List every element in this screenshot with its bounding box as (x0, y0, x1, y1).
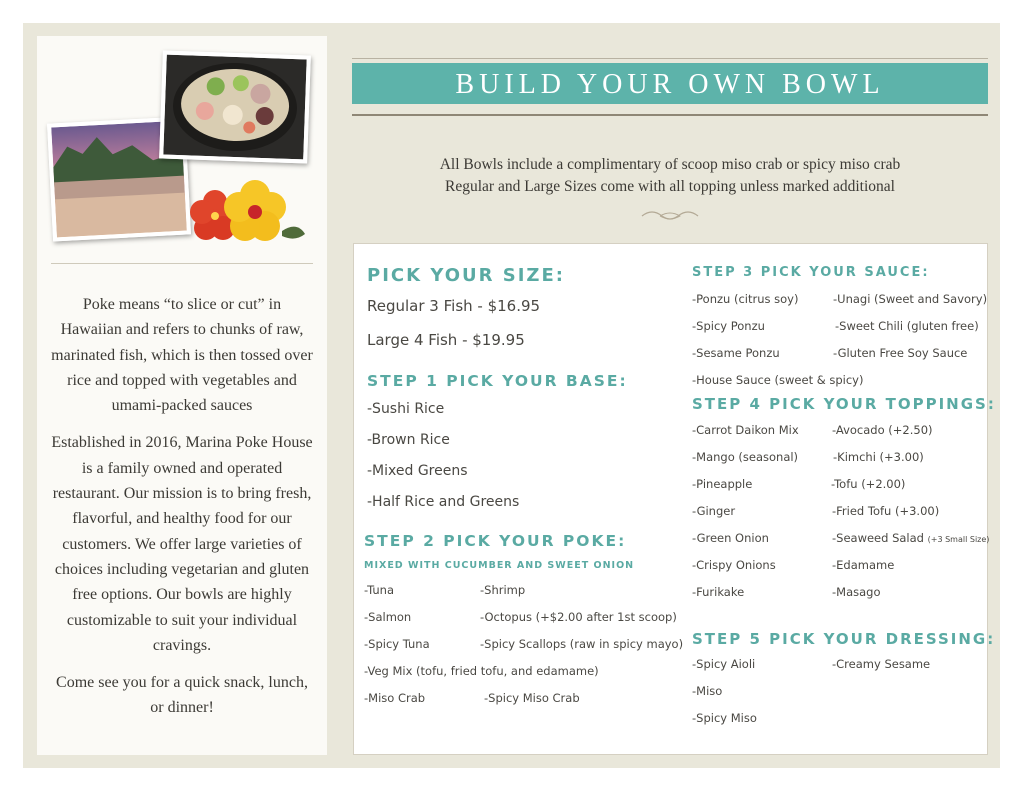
poke-item: -Spicy Miso Crab (484, 691, 580, 705)
size-heading: PICK YOUR SIZE: (367, 265, 565, 286)
intro-line-1: All Bowls include a complimentary of scoop miso crab or spicy miso crab (439, 156, 901, 173)
topping-item: -Kimchi (+3.00) (833, 450, 924, 464)
poke-item: -Octopus (+$2.00 after 1st scoop) (480, 610, 677, 624)
header-rule-bottom (352, 114, 988, 116)
topping-item: -Edamame (832, 558, 895, 572)
topping-item: -Avocado (+2.50) (832, 423, 933, 437)
sauce-item: -Sesame Ponzu (692, 346, 780, 360)
poke-item: -Miso Crab (364, 691, 426, 705)
poke-item: -Shrimp (480, 583, 526, 597)
page-title: BUILD YOUR OWN BOWL (352, 63, 988, 104)
topping-item: -Furikake (692, 585, 745, 599)
poke-item: -Spicy Scallops (raw in spicy mayo) (480, 637, 684, 651)
size-item: Regular 3 Fish - $16.95 (367, 297, 541, 315)
about-panel (37, 36, 327, 755)
toppings-heading: STEP 4 PICK YOUR TOPPINGS: (692, 395, 996, 413)
dressing-item: -Miso (692, 684, 723, 698)
seaweed-note: (+3 Small Size) (927, 535, 990, 544)
base-heading: STEP 1 PICK YOUR BASE: (367, 372, 628, 390)
sauce-heading: STEP 3 PICK YOUR SAUCE: (692, 265, 930, 280)
base-item: -Mixed Greens (367, 463, 468, 479)
topping-item: -Green Onion (692, 531, 769, 545)
topping-item: -Fried Tofu (+3.00) (832, 504, 940, 518)
header-rule-top (352, 58, 988, 59)
base-item: -Sushi Rice (367, 401, 445, 417)
dressing-item: -Spicy Aioli (692, 657, 756, 671)
poke-item: -Salmon (364, 610, 412, 624)
topping-item: -Tofu (+2.00) (831, 477, 906, 491)
menu-box (353, 243, 996, 755)
topping-item: -Seaweed Salad (832, 531, 924, 545)
sauce-item: -Unagi (Sweet and Savory) (833, 292, 988, 306)
flourish-icon (640, 206, 700, 226)
poke-item: -Spicy Tuna (364, 637, 430, 651)
about-paragraph-3: Come see you for a quick snack, lunch, or dinner! (56, 674, 308, 717)
about-paragraph-1: Poke means “to slice or cut” in Hawaiian and refers to chunks of raw, marinated fish, which is then tossed over rice and topped with vegetables and umami-packed sauces (51, 296, 313, 415)
topping-item: -Pineapple (692, 477, 753, 491)
poke-item: -Tuna (364, 583, 394, 597)
topping-item: -Masago (832, 585, 881, 599)
sauce-item: -Sweet Chili (gluten free) (835, 319, 979, 333)
base-item: -Brown Rice (367, 432, 450, 448)
base-item: -Half Rice and Greens (367, 494, 520, 510)
dressing-heading: STEP 5 PICK YOUR DRESSING: (692, 630, 996, 648)
sauce-item: -Gluten Free Soy Sauce (833, 346, 968, 360)
left-divider (51, 263, 313, 264)
hibiscus-icon (187, 176, 307, 256)
topping-item: -Mango (seasonal) (692, 450, 799, 464)
about-paragraph-2: Established in 2016, Marina Poke House is a family owned and operated restaurant. Our mission is to bring fresh, flavorful, and healthy food for our customers. We offer large varieties of choices including vegetarian and gluten free options. Our bowls are highly customizable to suit your individual cravings. (51, 434, 313, 654)
poke-bowl-photo (159, 50, 311, 163)
topping-item: -Crispy Onions (692, 558, 776, 572)
sauce-item: -Spicy Ponzu (692, 319, 765, 333)
about-text (51, 292, 313, 733)
poke-heading: STEP 2 PICK YOUR POKE: (364, 532, 627, 550)
intro-line-2: Regular and Large Sizes come with all topping unless marked additional (445, 178, 895, 195)
sauce-item: -Ponzu (citrus soy) (692, 292, 799, 306)
intro-text (352, 154, 988, 198)
topping-item-seaweed (832, 531, 989, 545)
size-item: Large 4 Fish - $19.95 (367, 331, 525, 349)
sauce-item: -House Sauce (sweet & spicy) (692, 373, 864, 387)
topping-item: -Carrot Daikon Mix (692, 423, 799, 437)
poke-item: -Veg Mix (tofu, fried tofu, and edamame) (364, 664, 599, 678)
poke-subheading: MIXED WITH CUCUMBER AND SWEET ONION (364, 560, 635, 571)
menu-header (352, 58, 988, 238)
dressing-item: -Spicy Miso (692, 711, 757, 725)
dressing-item: -Creamy Sesame (832, 657, 931, 671)
topping-item: -Ginger (692, 504, 736, 518)
